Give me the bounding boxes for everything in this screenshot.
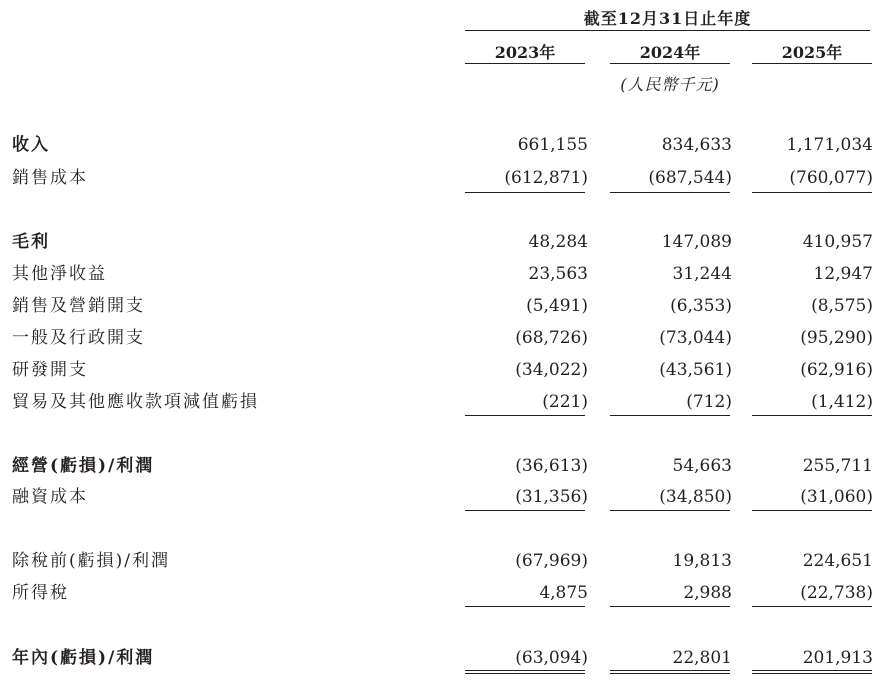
value-income-tax-2025: (22,738) bbox=[800, 583, 873, 603]
value-profit-before-tax-2025: 224,651 bbox=[802, 551, 873, 571]
value-income-tax-2024: 2,988 bbox=[683, 583, 732, 603]
currency-unit: (人民幣千元) bbox=[620, 75, 720, 94]
subtotal-rule bbox=[752, 606, 872, 607]
value-gross-profit-2023: 48,284 bbox=[528, 232, 588, 252]
value-rnd-expenses-2023: (34,022) bbox=[515, 360, 588, 380]
value-selling-expenses-2023: (5,491) bbox=[526, 296, 588, 316]
value-admin-expenses-2024: (73,044) bbox=[659, 328, 732, 348]
row-label-finance-costs: 融資成本 bbox=[12, 487, 88, 507]
value-operating-profit-2025: 255,711 bbox=[802, 456, 873, 476]
value-income-tax-2023: 4,875 bbox=[539, 583, 588, 603]
row-label-gross-profit: 毛利 bbox=[12, 232, 50, 252]
value-gross-profit-2025: 410,957 bbox=[802, 232, 873, 252]
row-label-impairment-loss: 貿易及其他應收款項減值虧損 bbox=[12, 392, 259, 412]
row-label-other-net-income: 其他淨收益 bbox=[12, 264, 107, 284]
value-rnd-expenses-2025: (62,916) bbox=[800, 360, 873, 380]
value-impairment-loss-2023: (221) bbox=[542, 392, 588, 412]
year-2023-rule bbox=[465, 63, 585, 64]
value-cost-of-sales-2025: (760,077) bbox=[789, 168, 873, 188]
total-double-rule bbox=[752, 670, 872, 674]
subtotal-rule bbox=[610, 510, 730, 511]
subtotal-rule bbox=[465, 510, 585, 511]
row-label-operating-profit: 經營(虧損)/利潤 bbox=[12, 456, 155, 476]
value-profit-for-year-2023: (63,094) bbox=[515, 648, 588, 668]
year-2024-rule bbox=[610, 63, 730, 64]
value-finance-costs-2023: (31,356) bbox=[515, 487, 588, 507]
year-2025-header: 2025年 bbox=[781, 43, 843, 62]
row-label-profit-before-tax: 除稅前(虧損)/利潤 bbox=[12, 551, 170, 571]
value-cost-of-sales-2023: (612,871) bbox=[504, 168, 588, 188]
value-revenue-2024: 834,633 bbox=[661, 135, 732, 155]
value-selling-expenses-2025: (8,575) bbox=[811, 296, 873, 316]
value-finance-costs-2024: (34,850) bbox=[659, 487, 732, 507]
subtotal-rule bbox=[610, 415, 730, 416]
value-selling-expenses-2024: (6,353) bbox=[670, 296, 732, 316]
subtotal-rule bbox=[752, 415, 872, 416]
total-double-rule bbox=[610, 670, 730, 674]
row-label-selling-expenses: 銷售及營銷開支 bbox=[12, 296, 145, 316]
value-cost-of-sales-2024: (687,544) bbox=[648, 168, 732, 188]
value-other-net-income-2024: 31,244 bbox=[672, 264, 732, 284]
value-profit-before-tax-2023: (67,969) bbox=[515, 551, 588, 571]
value-operating-profit-2023: (36,613) bbox=[515, 456, 588, 476]
subtotal-rule bbox=[752, 192, 872, 193]
subtotal-rule bbox=[610, 192, 730, 193]
period-header: 截至12月31日止年度 bbox=[583, 9, 752, 28]
row-label-admin-expenses: 一般及行政開支 bbox=[12, 328, 145, 348]
value-admin-expenses-2023: (68,726) bbox=[515, 328, 588, 348]
value-finance-costs-2025: (31,060) bbox=[800, 487, 873, 507]
value-revenue-2023: 661,155 bbox=[517, 135, 588, 155]
row-label-rnd-expenses: 研發開支 bbox=[12, 360, 88, 380]
value-profit-before-tax-2024: 19,813 bbox=[672, 551, 732, 571]
subtotal-rule bbox=[752, 510, 872, 511]
value-rnd-expenses-2024: (43,561) bbox=[659, 360, 732, 380]
year-2024-header: 2024年 bbox=[639, 43, 701, 62]
row-label-profit-for-year: 年內(虧損)/利潤 bbox=[12, 648, 155, 668]
value-impairment-loss-2024: (712) bbox=[686, 392, 732, 412]
year-2023-header: 2023年 bbox=[494, 43, 556, 62]
value-profit-for-year-2024: 22,801 bbox=[672, 648, 732, 668]
subtotal-rule bbox=[465, 415, 585, 416]
period-header-rule bbox=[465, 30, 870, 31]
value-other-net-income-2025: 12,947 bbox=[813, 264, 873, 284]
subtotal-rule bbox=[465, 606, 585, 607]
row-label-income-tax: 所得稅 bbox=[12, 583, 69, 603]
value-revenue-2025: 1,171,034 bbox=[786, 135, 873, 155]
total-double-rule bbox=[465, 670, 585, 674]
value-operating-profit-2024: 54,663 bbox=[672, 456, 732, 476]
value-profit-for-year-2025: 201,913 bbox=[802, 648, 873, 668]
value-impairment-loss-2025: (1,412) bbox=[811, 392, 873, 412]
year-2025-rule bbox=[752, 63, 872, 64]
value-other-net-income-2023: 23,563 bbox=[528, 264, 588, 284]
row-label-cost-of-sales: 銷售成本 bbox=[12, 168, 88, 188]
value-admin-expenses-2025: (95,290) bbox=[800, 328, 873, 348]
value-gross-profit-2024: 147,089 bbox=[661, 232, 732, 252]
subtotal-rule bbox=[465, 192, 585, 193]
subtotal-rule bbox=[610, 606, 730, 607]
row-label-revenue: 收入 bbox=[12, 135, 50, 155]
